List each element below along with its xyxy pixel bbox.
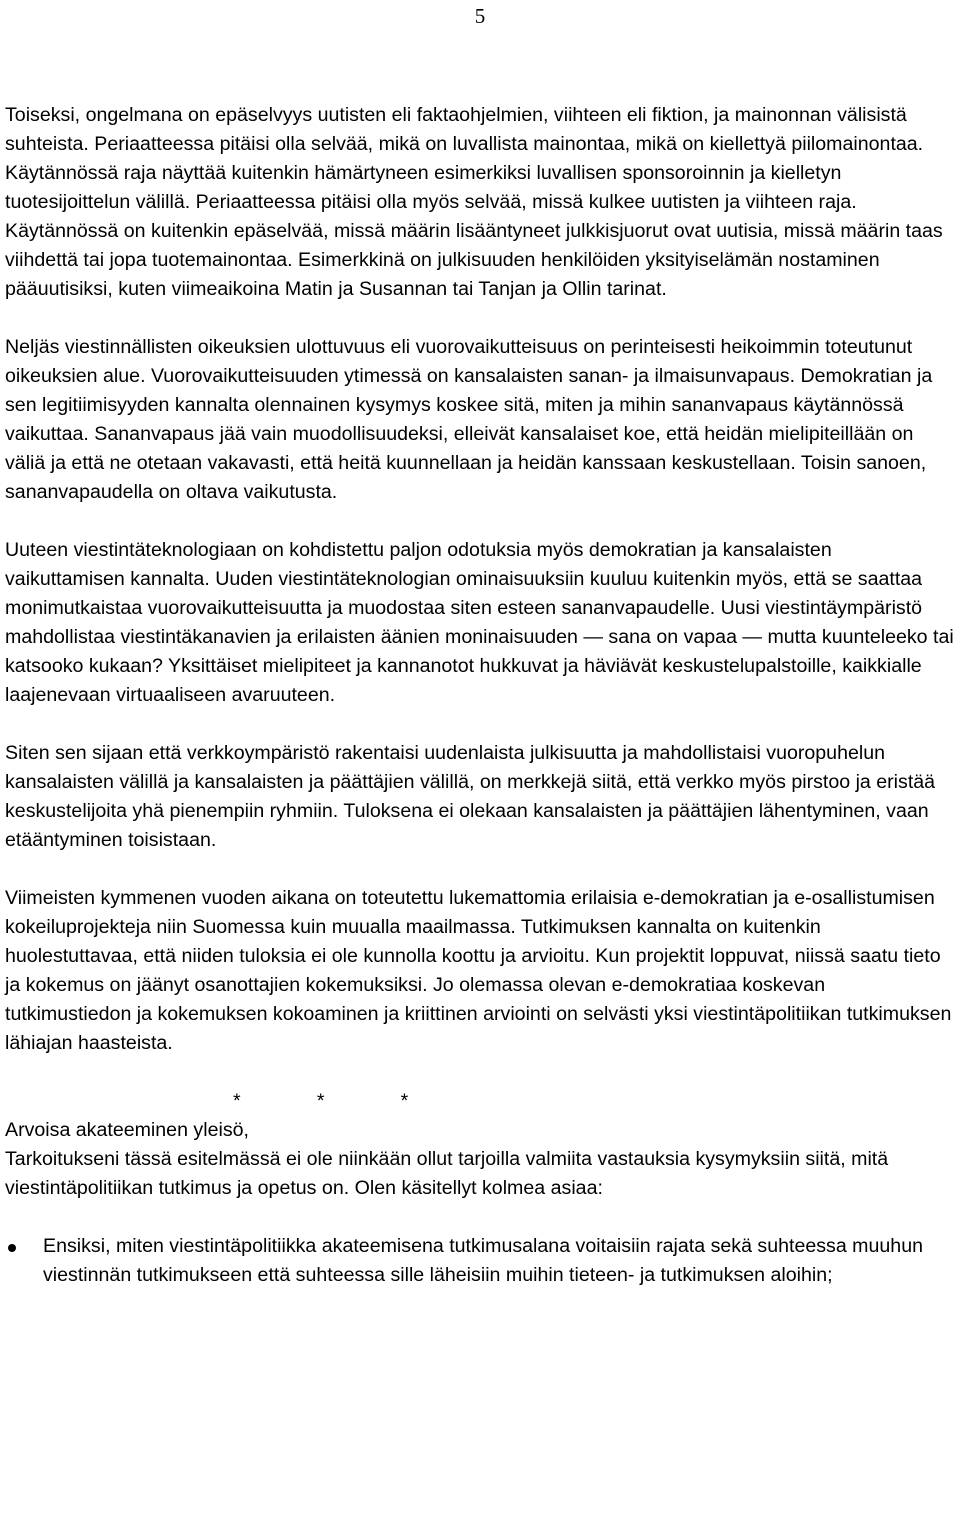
bullet-icon xyxy=(8,1244,16,1252)
intro-paragraph: Tarkoitukseni tässä esitelmässä ei ole niinkään ollut tarjoilla valmiita vastauksia kysymyksiin siitä, mitä viestintäpolitiikan tutkimus ja opetus on. Olen käsitellyt kolmea asiaa: xyxy=(5,1148,889,1199)
paragraph: Toiseksi, ongelmana on epäselvyys uutisten eli faktaohjelmien, viihteen eli fiktion, ja mainonnan välisistä suhteista. Periaatteessa pitäisi olla selvää, mikä on luvallista mainontaa, mikä on kiellettyä piilomainontaa. Käytännössä raja näyttää kuitenkin hämärtyneen esimerkiksi luvallisen sponsoroinnin ja kielletyn tuotesijoittelun välillä. Periaatteessa pitäisi olla myös selvää, missä kulkee uutisten ja viihteen raja. Käytännössä on kuitenkin epäselvää, missä määrin lisääntyneet julkkisjuorut ovat uutisia, missä määrin taas viihdettä tai jopa tuotemainontaa. Esimerkkinä on julkisuuden henkilöiden yksityiselämän nostaminen pääuutisiksi, kuten viimeaikoina Matin ja Susannan tai Tanjan ja Ollin tarinat. xyxy=(5,104,943,300)
paragraph: Neljäs viestinnällisten oikeuksien ulottuvuus eli vuorovaikutteisuus on perinteisesti heikoimmin toteutunut oikeuksien alue. Vuorovaikutteisuuden ytimessä on kansalaisten sanan- ja ilmaisunvapaus. Demokratian ja sen legitiimisyyden kannalta olennainen kysymys koskee sitä, miten ja mihin sananvapaus käytännössä vaikuttaa. Sananvapaus jää vain muodollisuudeksi, elleivät kansalaiset koe, että heidän mielipiteillään on väliä ja että ne otetaan vakavasti, että heitä kuunnellaan ja heidän kanssaan keskustellaan. Toisin sanoen, sananvapaudella on oltava vaikutusta. xyxy=(5,336,933,503)
list-item xyxy=(5,1232,955,1290)
paragraph: Uuteen viestintäteknologiaan on kohdistettu paljon odotuksia myös demokratian ja kansalaisten vaikuttamisen kannalta. Uuden viestintäteknologian ominaisuuksiin kuuluu kuitenkin myös, että se saattaa monimutkaistaa vuorovaikutteisuutta ja muodostaa siten esteen sananvapaudelle. Uusi viestintäympäristö mahdollistaa viestintäkanavien ja erilaisten äänien moninaisuuden — sana on vapaa — mutta kuunteleeko tai katsooko kukaan? Yksittäiset mielipiteet ja kannanotot hukkuvat ja häviävät keskustelupalstoille, kaikkialle laajenevaan virtuaaliseen avaruuteen. xyxy=(5,539,954,706)
paragraph: Siten sen sijaan että verkkoympäristö rakentaisi uudenlaista julkisuutta ja mahdollistaisi vuoropuhelun kansalaisten välillä ja kansalaisten ja päättäjien välillä, on merkkejä siitä, että verkko myös pirstoo ja eristää keskustelijoita yhä pienempiin ryhmiin. Tuloksena ei olekaan kansalaisten ja päättäjien lähentyminen, vaan etääntyminen toisistaan. xyxy=(5,742,936,851)
paragraph: Viimeisten kymmenen vuoden aikana on toteutettu lukemattomia erilaisia e-demokratian ja e-osallistumisen kokeiluprojekteja niin Suomessa kuin muualla maailmassa. Tutkimuksen kannalta on kuitenkin huolestuttavaa, että niiden tuloksia ei ole kunnolla koottu ja arvioitu. Kun projektit loppuvat, niissä saatu tieto ja kokemus on jäänyt osanottajien kokemuksiksi. Jo olemassa olevan e-demokratiaa koskevan tutkimustiedon ja kokemuksen kokoaminen ja kriittinen arviointi on selvästi yksi viestintäpolitiikan tutkimuksen lähiajan haasteista. xyxy=(5,887,952,1054)
section-separator: * * * xyxy=(233,1090,409,1112)
document-body xyxy=(5,101,955,1290)
page-number: 5 xyxy=(474,4,486,28)
greeting: Arvoisa akateeminen yleisö, xyxy=(5,1119,249,1141)
list-item-text: Ensiksi, miten viestintäpolitiikka akateemisena tutkimusalana voitaisiin rajata sekä suhteessa muuhun viestinnän tutkimukseen että suhteessa sille läheisiin muihin tieteen- ja tutkimuksen aloihin; xyxy=(43,1235,923,1286)
bullet-list xyxy=(5,1232,955,1290)
